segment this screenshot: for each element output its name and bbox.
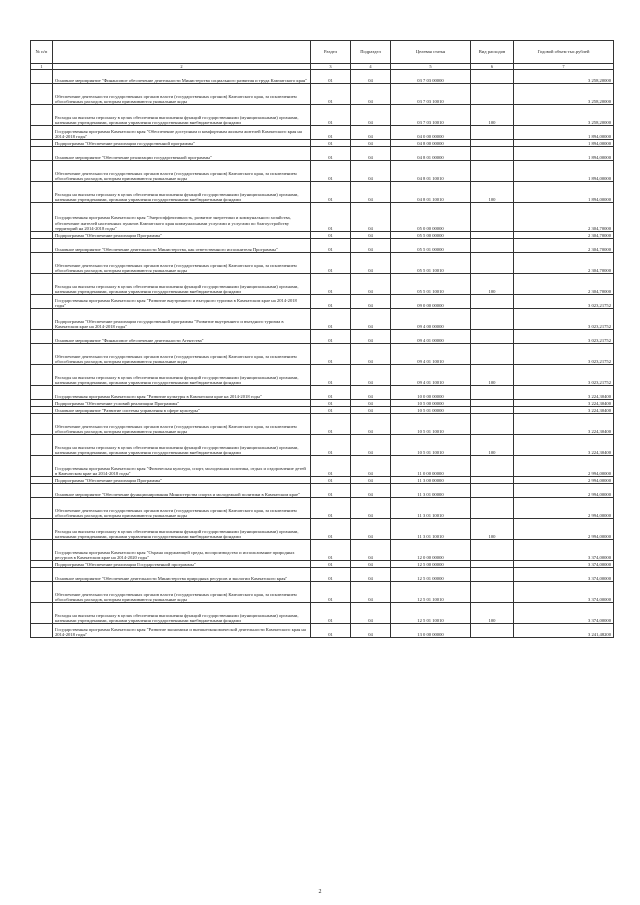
col-number: 7 <box>514 64 614 70</box>
row-name: Расходы на выплаты персоналу в целях обеспечения выполнения функций государственными (муниципальными) органами, казенными учреждениями, органами управления государственными внебюджетными фондами <box>53 365 311 386</box>
row-vid <box>471 400 514 407</box>
row-sum: 3 224,30400 <box>514 386 614 400</box>
row-statya: 04 0 00 00000 <box>391 126 471 140</box>
row-vid <box>471 540 514 561</box>
row-number <box>31 182 53 203</box>
row-number <box>31 105 53 126</box>
row-statya: 09 0 00 00000 <box>391 295 471 309</box>
row-name: Обеспечение деятельности государственных органов власти (государственных органов) Камчатского края, за исключением обособленных расходов, которым присваиваются уникальные коды <box>53 344 311 365</box>
col-number: 2 <box>53 64 311 70</box>
row-podrazdel: 04 <box>351 203 391 232</box>
row-razdel: 01 <box>311 561 351 568</box>
row-razdel: 01 <box>311 84 351 105</box>
row-vid <box>471 147 514 161</box>
row-sum: 3 374,00000 <box>514 568 614 582</box>
row-podrazdel: 04 <box>351 477 391 484</box>
row-sum: 2 994,00000 <box>514 484 614 498</box>
row-sum: 2 994,00000 <box>514 456 614 477</box>
row-sum: 3 258,20000 <box>514 84 614 105</box>
header-num: № п/п <box>31 41 53 64</box>
row-statya: 03 7 03 10010 <box>391 105 471 126</box>
row-podrazdel: 04 <box>351 295 391 309</box>
row-name: Основное мероприятие "Обеспечение деятельности Министерства, как ответственного исполнителя Программы" <box>53 239 311 253</box>
table-row <box>31 105 614 126</box>
row-vid <box>471 624 514 638</box>
row-statya: 05 5 00 00000 <box>391 232 471 239</box>
row-podrazdel: 04 <box>351 407 391 414</box>
table-row <box>31 295 614 309</box>
row-podrazdel: 04 <box>351 309 391 330</box>
row-sum: 2 304,70000 <box>514 239 614 253</box>
row-razdel: 01 <box>311 456 351 477</box>
row-sum: 1 894,00000 <box>514 140 614 147</box>
page-number: 2 <box>318 889 322 895</box>
row-podrazdel: 04 <box>351 232 391 239</box>
table-row <box>31 344 614 365</box>
table-row <box>31 400 614 407</box>
row-podrazdel: 04 <box>351 582 391 603</box>
row-name: Основное мероприятие "Обеспечение функционирования Министерства спорта и молодежной политики в Камчатском крае" <box>53 484 311 498</box>
row-razdel: 01 <box>311 386 351 400</box>
row-number <box>31 414 53 435</box>
row-name: Государственная программа Камчатского края "Развитие экономики и внешнеэкономической деятельности Камчатского края на 2014-2018 годы" <box>53 624 311 638</box>
table-row <box>31 365 614 386</box>
row-number <box>31 161 53 182</box>
row-vid <box>471 484 514 498</box>
row-sum: 3 374,00000 <box>514 561 614 568</box>
row-sum: 3 224,30400 <box>514 400 614 407</box>
row-statya: 03 7 03 00000 <box>391 70 471 84</box>
row-number <box>31 477 53 484</box>
row-razdel: 01 <box>311 70 351 84</box>
header-vid: Вид расходов <box>471 41 514 64</box>
row-number <box>31 239 53 253</box>
row-name: Государственная программа Камчатского края "Охрана окружающей среды, воспроизводство и использование природных ресурсов в Камчатском крае на 2014-2020 годы" <box>53 540 311 561</box>
table-row <box>31 274 614 295</box>
row-sum: 3 224,30400 <box>514 407 614 414</box>
table-row <box>31 386 614 400</box>
table-row <box>31 253 614 274</box>
row-vid: 100 <box>471 182 514 203</box>
row-razdel: 01 <box>311 344 351 365</box>
row-statya: 12 0 00 00000 <box>391 540 471 561</box>
table-row <box>31 519 614 540</box>
row-vid <box>471 203 514 232</box>
row-vid <box>471 561 514 568</box>
row-number <box>31 540 53 561</box>
row-podrazdel: 04 <box>351 140 391 147</box>
table-row <box>31 498 614 519</box>
row-vid <box>471 568 514 582</box>
row-vid: 100 <box>471 105 514 126</box>
row-vid <box>471 70 514 84</box>
row-podrazdel: 04 <box>351 253 391 274</box>
row-statya: 11 0 00 00000 <box>391 456 471 477</box>
row-razdel: 01 <box>311 477 351 484</box>
row-podrazdel: 04 <box>351 540 391 561</box>
row-podrazdel: 04 <box>351 147 391 161</box>
row-podrazdel: 04 <box>351 603 391 624</box>
row-number <box>31 147 53 161</box>
row-razdel: 01 <box>311 435 351 456</box>
row-podrazdel: 04 <box>351 386 391 400</box>
row-sum: 2 304,70000 <box>514 274 614 295</box>
row-statya: 09 4 01 00000 <box>391 330 471 344</box>
row-podrazdel: 04 <box>351 561 391 568</box>
table-row <box>31 582 614 603</box>
row-statya: 04 8 01 10010 <box>391 161 471 182</box>
row-podrazdel: 04 <box>351 484 391 498</box>
row-vid <box>471 140 514 147</box>
row-sum: 3 023,21752 <box>514 309 614 330</box>
row-statya: 05 0 00 00000 <box>391 203 471 232</box>
row-statya: 10 5 00 00000 <box>391 400 471 407</box>
row-sum: 1 894,00000 <box>514 126 614 140</box>
row-podrazdel: 04 <box>351 624 391 638</box>
row-razdel: 01 <box>311 330 351 344</box>
row-name: Подпрограмма "Обеспечение реализации Программы" <box>53 232 311 239</box>
row-statya: 13 0 00 00000 <box>391 624 471 638</box>
row-name: Государственная программа Камчатского края "Развитие внутреннего и въездного туризма в Камчатском крае на 2014-2018 годы" <box>53 295 311 309</box>
row-podrazdel: 04 <box>351 435 391 456</box>
row-number <box>31 253 53 274</box>
row-number <box>31 498 53 519</box>
table-row <box>31 456 614 477</box>
row-sum: 3 023,21752 <box>514 365 614 386</box>
row-number <box>31 400 53 407</box>
table-row <box>31 603 614 624</box>
row-statya: 11 3 01 00000 <box>391 484 471 498</box>
row-vid <box>471 414 514 435</box>
row-statya: 04 8 01 10010 <box>391 182 471 203</box>
row-razdel: 01 <box>311 498 351 519</box>
row-statya: 04 8 01 00000 <box>391 147 471 161</box>
row-statya: 09 4 00 00000 <box>391 309 471 330</box>
row-name: Обеспечение деятельности государственных органов власти (государственных органов) Камчатского края, за исключением обособленных расходов, которым присваиваются уникальные коды <box>53 582 311 603</box>
table-row <box>31 477 614 484</box>
row-statya: 10 5 01 00000 <box>391 407 471 414</box>
row-number <box>31 582 53 603</box>
row-sum: 3 023,21752 <box>514 344 614 365</box>
row-statya: 10 0 00 00000 <box>391 386 471 400</box>
row-vid <box>471 309 514 330</box>
row-statya: 11 3 01 10010 <box>391 498 471 519</box>
row-number <box>31 295 53 309</box>
row-podrazdel: 04 <box>351 414 391 435</box>
row-sum: 1 894,00000 <box>514 161 614 182</box>
row-name: Основное мероприятие "Финансовое обеспечение деятельности Министерства социального развития и труда Камчатского края" <box>53 70 311 84</box>
row-number <box>31 456 53 477</box>
row-number <box>31 84 53 105</box>
row-name: Обеспечение деятельности государственных органов власти (государственных органов) Камчатского края, за исключением обособленных расходов, которым присваиваются уникальные коды <box>53 84 311 105</box>
row-statya: 12 5 00 00000 <box>391 561 471 568</box>
row-vid <box>471 344 514 365</box>
table-row <box>31 147 614 161</box>
row-razdel: 01 <box>311 582 351 603</box>
table-row <box>31 624 614 638</box>
table-row <box>31 126 614 140</box>
table-row <box>31 414 614 435</box>
row-sum: 3 023,21752 <box>514 295 614 309</box>
row-razdel: 01 <box>311 519 351 540</box>
row-razdel: 01 <box>311 309 351 330</box>
table-row <box>31 161 614 182</box>
table-row <box>31 70 614 84</box>
row-razdel: 01 <box>311 161 351 182</box>
table-row <box>31 84 614 105</box>
row-podrazdel: 04 <box>351 70 391 84</box>
row-vid <box>471 126 514 140</box>
table-row <box>31 561 614 568</box>
row-sum: 3 374,00000 <box>514 540 614 561</box>
row-podrazdel: 04 <box>351 365 391 386</box>
row-sum: 2 994,00000 <box>514 519 614 540</box>
row-sum: 2 304,70000 <box>514 253 614 274</box>
row-vid <box>471 330 514 344</box>
row-razdel: 01 <box>311 400 351 407</box>
row-number <box>31 624 53 638</box>
row-vid <box>471 407 514 414</box>
row-podrazdel: 04 <box>351 239 391 253</box>
row-name: Государственная программа Камчатского края "Энергоэффективность, развитие энергетики и коммунального хозяйства, обеспечение жителей населенных пунктов Камчатского края коммунальными услугами и услугами по благоустройству территорий на 2014-2018 годы" <box>53 203 311 232</box>
row-name: Расходы на выплаты персоналу в целях обеспечения выполнения функций государственными (муниципальными) органами, казенными учреждениями, органами управления государственными внебюджетными фондами <box>53 182 311 203</box>
row-statya: 09 4 01 10010 <box>391 344 471 365</box>
row-statya: 10 5 01 10010 <box>391 414 471 435</box>
table-row <box>31 540 614 561</box>
row-statya: 12 5 01 10010 <box>391 582 471 603</box>
row-name: Государственная программа Камчатского края "Обеспечение доступным и комфортным жильем жителей Камчатского края на 2014-2018 годы" <box>53 126 311 140</box>
row-number <box>31 365 53 386</box>
row-vid <box>471 582 514 603</box>
row-razdel: 01 <box>311 295 351 309</box>
row-podrazdel: 04 <box>351 519 391 540</box>
row-podrazdel: 04 <box>351 498 391 519</box>
row-razdel: 01 <box>311 603 351 624</box>
row-name: Расходы на выплаты персоналу в целях обеспечения выполнения функций государственными (муниципальными) органами, казенными учреждениями, органами управления государственными внебюджетными фондами <box>53 519 311 540</box>
row-number <box>31 309 53 330</box>
row-number <box>31 330 53 344</box>
row-razdel: 01 <box>311 253 351 274</box>
row-number <box>31 561 53 568</box>
row-vid: 100 <box>471 365 514 386</box>
row-number <box>31 386 53 400</box>
row-razdel: 01 <box>311 274 351 295</box>
row-podrazdel: 04 <box>351 105 391 126</box>
row-number <box>31 484 53 498</box>
row-podrazdel: 04 <box>351 400 391 407</box>
row-razdel: 01 <box>311 182 351 203</box>
table-row <box>31 330 614 344</box>
header-podrazdel: Подраздел <box>351 41 391 64</box>
row-name: Подпрограмма "Обеспечение реализации государственной программы" <box>53 140 311 147</box>
row-sum: 3 224,30400 <box>514 435 614 456</box>
row-name: Основное мероприятие "Развитие системы управления в сфере культуры" <box>53 407 311 414</box>
table-row <box>31 309 614 330</box>
row-podrazdel: 04 <box>351 274 391 295</box>
table-row <box>31 407 614 414</box>
row-statya: 05 5 01 00000 <box>391 239 471 253</box>
row-number <box>31 126 53 140</box>
row-number <box>31 407 53 414</box>
row-number <box>31 70 53 84</box>
row-vid <box>471 498 514 519</box>
row-razdel: 01 <box>311 414 351 435</box>
row-razdel: 01 <box>311 239 351 253</box>
row-name: Основное мероприятие "Финансовое обеспечение деятельности Агентства" <box>53 330 311 344</box>
col-number: 3 <box>311 64 351 70</box>
row-sum: 1 894,00000 <box>514 147 614 161</box>
row-statya: 10 5 01 10010 <box>391 435 471 456</box>
row-sum: 3 224,30400 <box>514 414 614 435</box>
row-number <box>31 344 53 365</box>
row-number <box>31 603 53 624</box>
table-header-row <box>31 41 614 64</box>
table-row <box>31 203 614 232</box>
row-name: Подпрограмма "Обеспечение условий реализации Программы" <box>53 400 311 407</box>
row-name: Государственная программа Камчатского края "Физическая культура, спорт, молодежная политика, отдых и оздоровление детей в Камчатском крае на 2014-2018 годы" <box>53 456 311 477</box>
row-name: Обеспечение деятельности государственных органов власти (государственных органов) Камчатского края, за исключением обособленных расходов, которым присваиваются уникальные коды <box>53 253 311 274</box>
row-statya: 03 7 03 10010 <box>391 84 471 105</box>
row-name: Расходы на выплаты персоналу в целях обеспечения выполнения функций государственными (муниципальными) органами, казенными учреждениями, органами управления государственными внебюджетными фондами <box>53 435 311 456</box>
row-statya: 12 5 01 00000 <box>391 568 471 582</box>
row-sum: 3 258,20000 <box>514 105 614 126</box>
row-vid <box>471 84 514 105</box>
row-razdel: 01 <box>311 407 351 414</box>
row-name: Расходы на выплаты персоналу в целях обеспечения выполнения функций государственными (муниципальными) органами, казенными учреждениями, органами управления государственными внебюджетными фондами <box>53 274 311 295</box>
row-podrazdel: 04 <box>351 84 391 105</box>
col-number: 6 <box>471 64 514 70</box>
row-name: Основное мероприятие "Обеспечение реализации государственной программы" <box>53 147 311 161</box>
row-name: Обеспечение деятельности государственных органов власти (государственных органов) Камчатского края, за исключением обособленных расходов, которым присваиваются уникальные коды <box>53 161 311 182</box>
row-sum: 2 304,70000 <box>514 232 614 239</box>
row-razdel: 01 <box>311 232 351 239</box>
row-statya: 12 5 01 10010 <box>391 603 471 624</box>
row-statya: 05 5 01 10010 <box>391 253 471 274</box>
col-number: 1 <box>31 64 53 70</box>
row-number <box>31 140 53 147</box>
row-name: Расходы на выплаты персоналу в целях обеспечения выполнения функций государственными (муниципальными) органами, казенными учреждениями, органами управления государственными внебюджетными фондами <box>53 603 311 624</box>
row-name: Основное мероприятие "Обеспечение деятельности Министерства природных ресурсов и экологии Камчатского края" <box>53 568 311 582</box>
row-number <box>31 568 53 582</box>
row-vid <box>471 477 514 484</box>
row-razdel: 01 <box>311 624 351 638</box>
row-razdel: 01 <box>311 147 351 161</box>
row-number <box>31 519 53 540</box>
table-row <box>31 182 614 203</box>
row-name: Государственная программа Камчатского края "Развитие культуры в Камчатском крае на 2014-2018 годы" <box>53 386 311 400</box>
row-podrazdel: 04 <box>351 456 391 477</box>
row-sum: 3 374,00000 <box>514 582 614 603</box>
row-number <box>31 203 53 232</box>
row-razdel: 01 <box>311 484 351 498</box>
table-row <box>31 484 614 498</box>
row-vid: 100 <box>471 519 514 540</box>
row-name: Расходы на выплаты персоналу в целях обеспечения выполнения функций государственными (муниципальными) органами, казенными учреждениями, органами управления государственными внебюджетными фондами <box>53 105 311 126</box>
row-vid <box>471 386 514 400</box>
row-podrazdel: 04 <box>351 182 391 203</box>
row-name: Обеспечение деятельности государственных органов власти (государственных органов) Камчатского края, за исключением обособленных расходов, которым присваиваются уникальные коды <box>53 498 311 519</box>
row-razdel: 01 <box>311 140 351 147</box>
row-razdel: 01 <box>311 203 351 232</box>
row-statya: 04 8 00 00000 <box>391 140 471 147</box>
row-number <box>31 435 53 456</box>
row-name: Подпрограмма "Обеспечение реализации Программы" <box>53 477 311 484</box>
budget-table <box>30 40 614 638</box>
table-row <box>31 140 614 147</box>
row-vid: 100 <box>471 435 514 456</box>
row-vid <box>471 253 514 274</box>
document-page <box>30 40 613 638</box>
row-sum: 2 304,70000 <box>514 203 614 232</box>
row-razdel: 01 <box>311 540 351 561</box>
row-sum: 3 023,21752 <box>514 330 614 344</box>
row-name: Подпрограмма "Обеспечение реализации Государственной программы" <box>53 561 311 568</box>
header-name <box>53 41 311 64</box>
row-sum: 2 994,00000 <box>514 477 614 484</box>
row-podrazdel: 04 <box>351 344 391 365</box>
row-name: Подпрограмма "Обеспечение реализации государственной программы "Развитие внутреннего и въездного туризма в Камчатском крае на 2014-2018 годы" <box>53 309 311 330</box>
row-statya: 05 5 01 10010 <box>391 274 471 295</box>
row-razdel: 01 <box>311 568 351 582</box>
row-sum: 3 374,00000 <box>514 603 614 624</box>
col-number: 5 <box>391 64 471 70</box>
header-razdel: Раздел <box>311 41 351 64</box>
row-statya: 11 3 01 10010 <box>391 519 471 540</box>
col-number: 4 <box>351 64 391 70</box>
row-vid <box>471 161 514 182</box>
row-vid <box>471 456 514 477</box>
table-row <box>31 239 614 253</box>
row-number <box>31 274 53 295</box>
row-vid <box>471 232 514 239</box>
table-row <box>31 232 614 239</box>
row-sum: 1 894,00000 <box>514 182 614 203</box>
row-vid: 100 <box>471 603 514 624</box>
row-number <box>31 232 53 239</box>
row-vid <box>471 239 514 253</box>
row-razdel: 01 <box>311 365 351 386</box>
row-vid <box>471 295 514 309</box>
row-podrazdel: 04 <box>351 568 391 582</box>
row-podrazdel: 04 <box>351 161 391 182</box>
table-row <box>31 568 614 582</box>
row-razdel: 01 <box>311 105 351 126</box>
table-row <box>31 435 614 456</box>
header-statya: Целевая статья <box>391 41 471 64</box>
header-sum: Годовой объем тыс.рублей <box>514 41 614 64</box>
row-razdel: 01 <box>311 126 351 140</box>
row-sum: 3 258,20000 <box>514 70 614 84</box>
row-sum: 2 994,00000 <box>514 498 614 519</box>
row-sum: 3 241,48200 <box>514 624 614 638</box>
row-podrazdel: 04 <box>351 330 391 344</box>
row-vid: 100 <box>471 274 514 295</box>
row-podrazdel: 04 <box>351 126 391 140</box>
row-name: Обеспечение деятельности государственных органов власти (государственных органов) Камчатского края, за исключением обособленных расходов, которым присваиваются уникальные коды <box>53 414 311 435</box>
row-statya: 09 4 01 10010 <box>391 365 471 386</box>
row-statya: 11 3 00 00000 <box>391 477 471 484</box>
